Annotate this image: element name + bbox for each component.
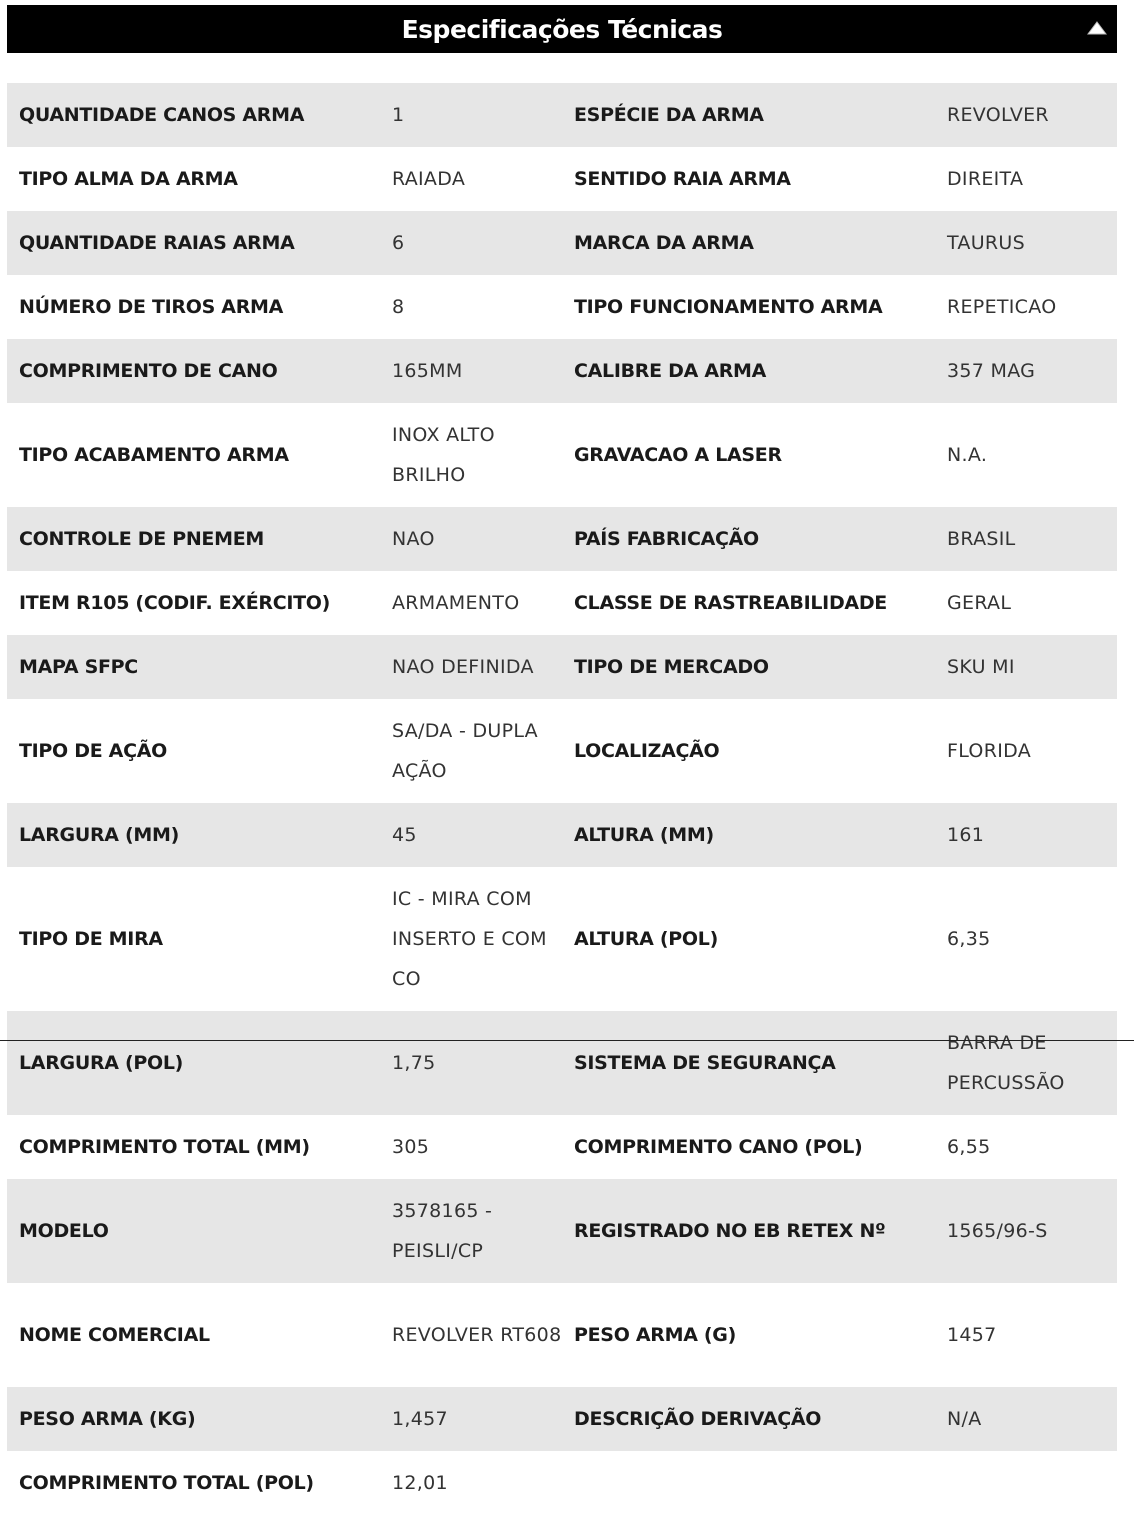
spec-label: SENTIDO RAIA ARMA bbox=[574, 147, 947, 211]
table-row bbox=[7, 1451, 1117, 1515]
spec-value: 1457 bbox=[947, 1283, 1117, 1387]
spec-label: ALTURA (POL) bbox=[574, 867, 947, 1011]
spec-value: 6,35 bbox=[947, 867, 1117, 1011]
spec-value: 1 bbox=[392, 83, 574, 147]
spec-value bbox=[392, 1283, 574, 1387]
spec-value: ARMAMENTO bbox=[392, 571, 574, 635]
table-row bbox=[7, 83, 1117, 147]
spec-label: TIPO DE MIRA bbox=[7, 867, 392, 1011]
spec-label: COMPRIMENTO CANO (POL) bbox=[574, 1115, 947, 1179]
spec-label: TIPO DE AÇÃO bbox=[7, 699, 392, 803]
spec-value bbox=[947, 1451, 1117, 1515]
table-row bbox=[7, 1283, 1117, 1387]
table-row bbox=[7, 275, 1117, 339]
spec-value bbox=[392, 1179, 574, 1283]
spec-value-text: BARRA DE PERCUSSÃO bbox=[947, 1032, 1065, 1094]
spec-label: QUANTIDADE RAIAS ARMA bbox=[7, 211, 392, 275]
section-title: Especificações Técnicas bbox=[401, 14, 723, 44]
spec-value: N.A. bbox=[947, 403, 1117, 507]
table-row bbox=[7, 211, 1117, 275]
spec-label: SISTEMA DE SEGURANÇA bbox=[574, 1011, 947, 1115]
spec-label: LOCALIZAÇÃO bbox=[574, 699, 947, 803]
spec-label: MAPA SFPC bbox=[7, 635, 392, 699]
spec-value: BRASIL bbox=[947, 507, 1117, 571]
spec-value bbox=[392, 699, 574, 803]
spec-value: REPETICAO bbox=[947, 275, 1117, 339]
spec-value-text: REVOLVER RT608 bbox=[392, 1324, 562, 1346]
spec-label: PAÍS FABRICAÇÃO bbox=[574, 507, 947, 571]
spec-label: CONTROLE DE PNEMEM bbox=[7, 507, 392, 571]
spec-label: ITEM R105 (CODIF. EXÉRCITO) bbox=[7, 571, 392, 635]
spec-value: NAO bbox=[392, 507, 574, 571]
spec-label: NÚMERO DE TIROS ARMA bbox=[7, 275, 392, 339]
spec-label: GRAVACAO A LASER bbox=[574, 403, 947, 507]
spec-value: 161 bbox=[947, 803, 1117, 867]
spec-label: QUANTIDADE CANOS ARMA bbox=[7, 83, 392, 147]
spec-label: LARGURA (POL) bbox=[7, 1011, 392, 1115]
spec-label: TIPO FUNCIONAMENTO ARMA bbox=[574, 275, 947, 339]
spec-value: NAO DEFINIDA bbox=[392, 635, 574, 699]
spec-label: COMPRIMENTO TOTAL (MM) bbox=[7, 1115, 392, 1179]
table-row bbox=[7, 1011, 1117, 1115]
spec-value: 165MM bbox=[392, 339, 574, 403]
spec-label: LARGURA (MM) bbox=[7, 803, 392, 867]
spec-value: GERAL bbox=[947, 571, 1117, 635]
spec-value: 357 MAG bbox=[947, 339, 1117, 403]
spec-label: CALIBRE DA ARMA bbox=[574, 339, 947, 403]
table-row bbox=[7, 803, 1117, 867]
triangle-up-icon[interactable] bbox=[1087, 21, 1107, 35]
spec-value: N/A bbox=[947, 1387, 1117, 1451]
spec-value: 305 bbox=[392, 1115, 574, 1179]
spec-label: MODELO bbox=[7, 1179, 392, 1283]
spec-value: 8 bbox=[392, 275, 574, 339]
spec-label: CLASSE DE RASTREABILIDADE bbox=[574, 571, 947, 635]
horizontal-divider bbox=[0, 1040, 1134, 1041]
specs-section-header[interactable] bbox=[7, 5, 1117, 53]
spec-value: 6 bbox=[392, 211, 574, 275]
table-row bbox=[7, 1115, 1117, 1179]
spec-label: TIPO DE MERCADO bbox=[574, 635, 947, 699]
spec-label: COMPRIMENTO TOTAL (POL) bbox=[7, 1451, 392, 1515]
spec-value: 1,457 bbox=[392, 1387, 574, 1451]
spec-label: PESO ARMA (G) bbox=[574, 1283, 947, 1387]
spec-value: DIREITA bbox=[947, 147, 1117, 211]
table-row bbox=[7, 1179, 1117, 1283]
spec-label: COMPRIMENTO DE CANO bbox=[7, 339, 392, 403]
spec-value bbox=[392, 403, 574, 507]
spec-label: DESCRIÇÃO DERIVAÇÃO bbox=[574, 1387, 947, 1451]
table-row bbox=[7, 699, 1117, 803]
spec-value: 1565/96-S bbox=[947, 1179, 1117, 1283]
spec-label: TIPO ALMA DA ARMA bbox=[7, 147, 392, 211]
spec-value: SKU MI bbox=[947, 635, 1117, 699]
spec-value: 45 bbox=[392, 803, 574, 867]
specs-table bbox=[7, 83, 1117, 1515]
table-row bbox=[7, 1387, 1117, 1451]
table-row bbox=[7, 571, 1117, 635]
table-row bbox=[7, 635, 1117, 699]
spec-label: ESPÉCIE DA ARMA bbox=[574, 83, 947, 147]
table-row bbox=[7, 507, 1117, 571]
spec-value-text: 3578165 - PEISLI/CP bbox=[392, 1200, 493, 1262]
spec-value: FLORIDA bbox=[947, 699, 1117, 803]
spec-label: MARCA DA ARMA bbox=[574, 211, 947, 275]
spec-value-text: INOX ALTO BRILHO bbox=[392, 424, 495, 486]
spec-label bbox=[574, 1451, 947, 1515]
spec-label: TIPO ACABAMENTO ARMA bbox=[7, 403, 392, 507]
spec-label: NOME COMERCIAL bbox=[7, 1283, 392, 1387]
table-row bbox=[7, 403, 1117, 507]
spec-value: REVOLVER bbox=[947, 83, 1117, 147]
spec-value: TAURUS bbox=[947, 211, 1117, 275]
spec-value: 12,01 bbox=[392, 1451, 574, 1515]
spec-value: RAIADA bbox=[392, 147, 574, 211]
spec-value: 6,55 bbox=[947, 1115, 1117, 1179]
spec-value bbox=[392, 867, 574, 1011]
spec-value-text: IC - MIRA COM INSERTO E COM CO bbox=[392, 888, 547, 990]
table-row bbox=[7, 867, 1117, 1011]
spec-value bbox=[947, 1011, 1117, 1115]
spec-label: PESO ARMA (KG) bbox=[7, 1387, 392, 1451]
spec-label: ALTURA (MM) bbox=[574, 803, 947, 867]
table-row bbox=[7, 339, 1117, 403]
spec-label: REGISTRADO NO EB RETEX Nº bbox=[574, 1179, 947, 1283]
table-row bbox=[7, 147, 1117, 211]
spec-value: 1,75 bbox=[392, 1011, 574, 1115]
spec-value-text: SA/DA - DUPLA AÇÃO bbox=[392, 720, 538, 782]
